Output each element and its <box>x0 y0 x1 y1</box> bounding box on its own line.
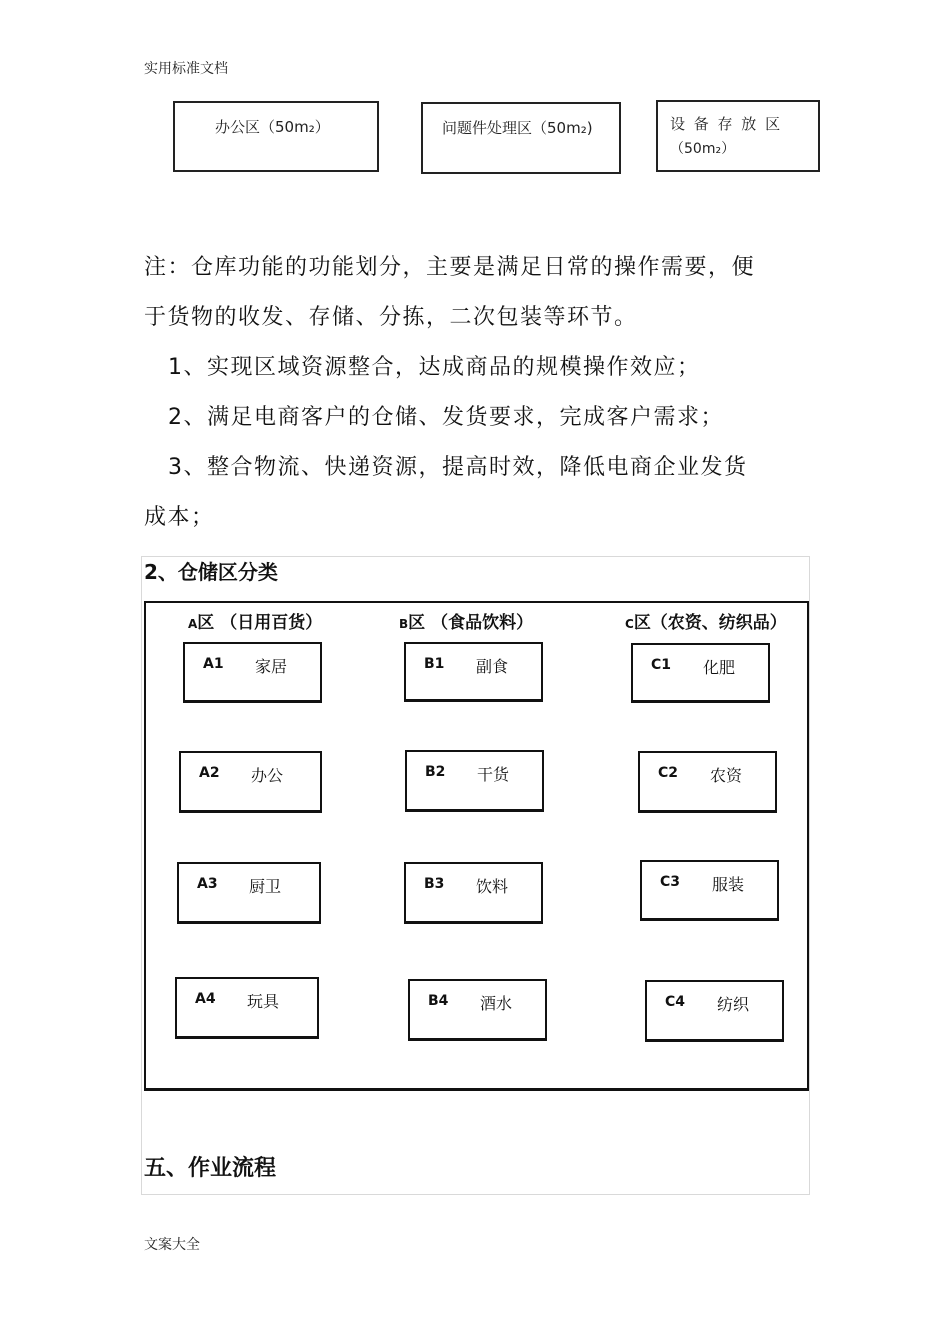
cell-a4 <box>175 977 319 1039</box>
page-header: 实用标准文档 <box>144 61 228 77</box>
cell-b3 <box>404 862 543 924</box>
office-area-box <box>173 101 379 172</box>
zone-a-heading <box>188 608 322 633</box>
cell-name: 农资 <box>710 766 743 785</box>
cell-name: 服装 <box>712 875 745 894</box>
cell-c1 <box>631 643 770 703</box>
zone-c-heading <box>625 608 787 633</box>
cell-code: C1 <box>651 657 672 673</box>
cell-a1 <box>183 642 322 703</box>
cell-name: 饮料 <box>476 877 509 896</box>
cell-b4 <box>408 979 547 1041</box>
note-item-3-line-1: 3、整合物流、快递资源，提高时效，降低电商企业发货 <box>168 455 748 480</box>
cell-c2 <box>638 751 777 813</box>
cell-code: C2 <box>658 765 679 781</box>
cell-code: C3 <box>660 874 681 890</box>
cell-code: A1 <box>203 656 224 672</box>
cell-b2 <box>405 750 544 812</box>
cell-a3 <box>177 862 321 924</box>
equipment-storage-label-line2: （50m₂） <box>670 141 736 157</box>
cell-name: 纺织 <box>717 995 750 1014</box>
cell-c4 <box>645 980 784 1042</box>
cell-name: 酒水 <box>480 994 513 1013</box>
cell-name: 厨卫 <box>249 877 282 896</box>
cell-code: B3 <box>424 876 445 892</box>
cell-name: 化肥 <box>703 658 736 677</box>
cell-code: B1 <box>424 656 445 672</box>
problem-item-area-box <box>421 102 621 174</box>
note-item-3-line-2: 成本； <box>144 505 215 530</box>
cell-name: 干货 <box>477 765 510 784</box>
cell-code: A2 <box>199 765 220 781</box>
zone-b-text: 区 （食品饮料） <box>408 613 534 633</box>
equipment-storage-label-line1: 设 备 存 放 区 <box>670 115 783 133</box>
cell-name: 玩具 <box>247 992 280 1011</box>
cell-c3 <box>640 860 779 921</box>
cell-b1 <box>404 642 543 702</box>
note-item-1: 1、实现区域资源整合，达成商品的规模操作效应； <box>168 355 701 380</box>
note-line-2: 于货物的收发、存储、分拣，二次包装等环节。 <box>144 305 638 330</box>
cell-code: A4 <box>195 991 216 1007</box>
cell-code: A3 <box>197 876 218 892</box>
zone-c-letter: C <box>625 617 634 631</box>
cell-name: 办公 <box>251 766 284 785</box>
section-2-title: 2、仓储区分类 <box>144 560 278 584</box>
section-5-title: 五、作业流程 <box>144 1156 277 1181</box>
equipment-storage-box <box>656 100 820 172</box>
cell-code: C4 <box>665 994 686 1010</box>
cell-code: B2 <box>425 764 446 780</box>
cell-name: 副食 <box>476 657 509 676</box>
note-line-1: 注：仓库功能的功能划分，主要是满足日常的操作需要，便 <box>144 255 756 280</box>
office-area-label: 办公区（50m₂） <box>215 118 330 136</box>
zone-a-letter: A <box>188 617 198 631</box>
cell-a2 <box>179 751 322 813</box>
page-footer: 文案大全 <box>144 1237 200 1253</box>
zone-b-letter: B <box>399 617 409 631</box>
zone-c-text: 区（农资、纺织品） <box>633 613 787 633</box>
problem-item-area-label: 问题件处理区（50m₂) <box>442 119 593 137</box>
cell-name: 家居 <box>255 657 288 676</box>
note-item-2: 2、满足电商客户的仓储、发货要求，完成客户需求； <box>168 405 724 430</box>
zone-a-text: 区 （日用百货） <box>197 613 323 633</box>
zone-b-heading <box>399 608 533 633</box>
cell-code: B4 <box>428 993 449 1009</box>
